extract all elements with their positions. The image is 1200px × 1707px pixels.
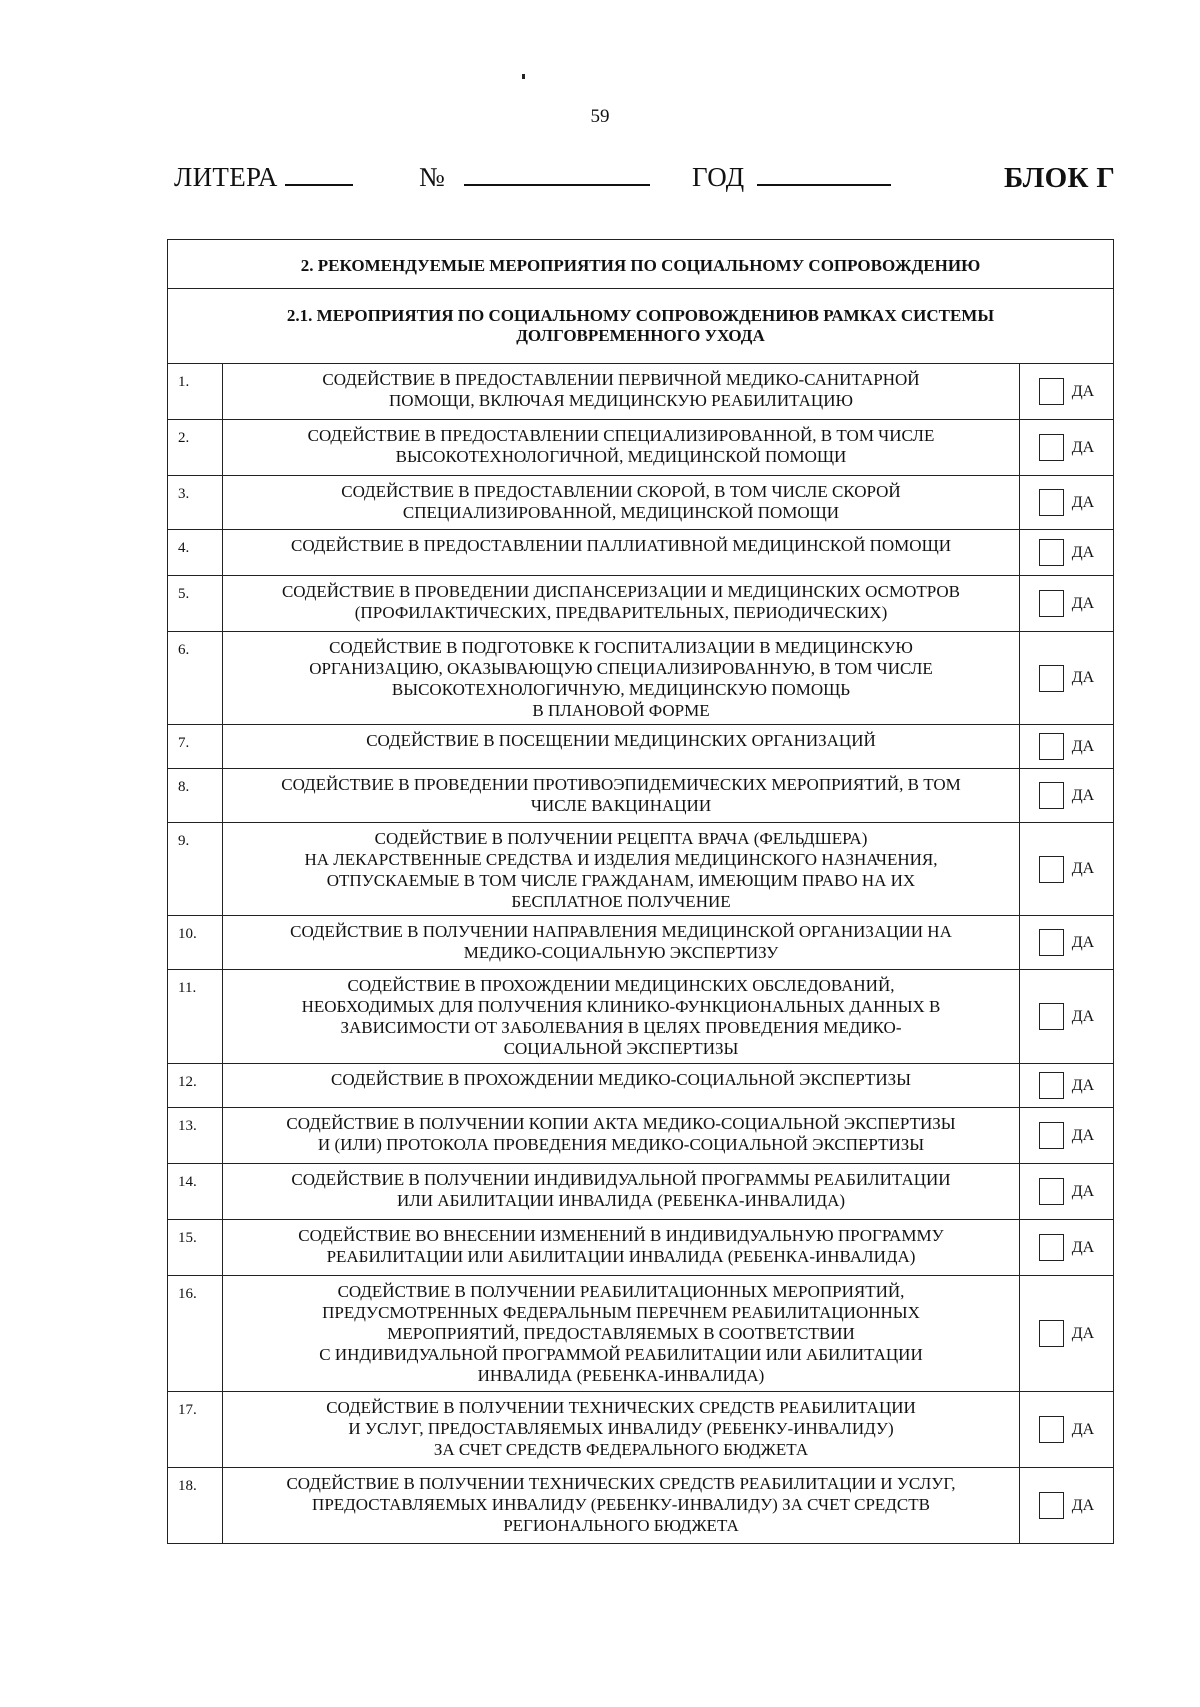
year-label: ГОД <box>692 162 745 192</box>
item-description-line: ЧИСЛЕ ВАКЦИНАЦИИ <box>530 796 712 815</box>
subsection-title: 2.1. МЕРОПРИЯТИЯ ПО СОЦИАЛЬНОМУ СОПРОВОЖДЕНИЮВ РАМКАХ СИСТЕМЫ ДОЛГОВРЕМЕННОГО УХОДА <box>168 289 1114 364</box>
item-number: 5. <box>168 576 223 632</box>
table-row <box>168 476 1114 530</box>
yes-label: ДА <box>1071 543 1095 561</box>
item-description-line: СОДЕЙСТВИЕ В ПОЛУЧЕНИИ ТЕХНИЧЕСКИХ СРЕДСТВ РЕАБИЛИТАЦИИ И УСЛУГ, <box>286 1474 956 1493</box>
yes-checkbox[interactable] <box>1039 489 1064 516</box>
item-description-line: СОДЕЙСТВИЕ В ПРЕДОСТАВЛЕНИИ ПАЛЛИАТИВНОЙ МЕДИЦИНСКОЙ ПОМОЩИ <box>290 536 951 555</box>
item-answer <box>1020 916 1114 970</box>
item-description-line: РЕАБИЛИТАЦИИ ИЛИ АБИЛИТАЦИИ ИНВАЛИДА (РЕБЕНКА-ИНВАЛИДА) <box>326 1247 916 1266</box>
item-description-line: СОДЕЙСТВИЕ В ПОЛУЧЕНИИ РЕЦЕПТА ВРАЧА (ФЕЛЬДШЕРА) <box>374 829 868 848</box>
yes-checkbox[interactable] <box>1039 782 1064 809</box>
item-number: 16. <box>168 1276 223 1392</box>
yes-checkbox[interactable] <box>1039 856 1064 883</box>
item-description-line: СОДЕЙСТВИЕ В ПРЕДОСТАВЛЕНИИ СКОРОЙ, В ТОМ ЧИСЛЕ СКОРОЙ <box>341 482 901 501</box>
item-answer <box>1020 725 1114 769</box>
item-description <box>223 970 1020 1064</box>
yes-option <box>1020 1072 1113 1099</box>
yes-checkbox[interactable] <box>1039 1003 1064 1030</box>
item-description-line: СОДЕЙСТВИЕ В ПРОВЕДЕНИИ ПРОТИВОЭПИДЕМИЧЕСКИХ МЕРОПРИЯТИЙ, В ТОМ <box>281 775 961 794</box>
table-row <box>168 916 1114 970</box>
yes-option <box>1020 1492 1113 1519</box>
yes-option <box>1020 1122 1113 1149</box>
yes-option <box>1020 1178 1113 1205</box>
number-label: № <box>419 162 446 192</box>
item-description-line: СОДЕЙСТВИЕ В ПОЛУЧЕНИИ ИНДИВИДУАЛЬНОЙ ПРОГРАММЫ РЕАБИЛИТАЦИИ <box>291 1170 951 1189</box>
item-description-line: ПРЕДУСМОТРЕННЫХ ФЕДЕРАЛЬНЫМ ПЕРЕЧНЕМ РЕАБИЛИТАЦИОННЫХ <box>322 1303 920 1322</box>
item-description <box>223 1468 1020 1544</box>
item-answer <box>1020 420 1114 476</box>
item-answer <box>1020 530 1114 576</box>
yes-label: ДА <box>1071 1420 1095 1438</box>
item-description <box>223 1064 1020 1108</box>
yes-label: ДА <box>1071 1126 1095 1144</box>
year-field <box>692 162 891 193</box>
item-description-line: ОРГАНИЗАЦИЮ, ОКАЗЫВАЮЩУЮ СПЕЦИАЛИЗИРОВАННУЮ, В ТОМ ЧИСЛЕ <box>309 659 933 678</box>
yes-option <box>1020 856 1113 883</box>
item-number: 6. <box>168 632 223 725</box>
item-description-line: СОДЕЙСТВИЕ В ПРОХОЖДЕНИИ МЕДИЦИНСКИХ ОБСЛЕДОВАНИЙ, <box>347 976 895 995</box>
item-answer <box>1020 576 1114 632</box>
item-description-line: НА ЛЕКАРСТВЕННЫЕ СРЕДСТВА И ИЗДЕЛИЯ МЕДИЦИНСКОГО НАЗНАЧЕНИЯ, <box>304 850 938 869</box>
item-description-line: СОДЕЙСТВИЕ В ПРОХОЖДЕНИИ МЕДИКО-СОЦИАЛЬНОЙ ЭКСПЕРТИЗЫ <box>331 1070 911 1089</box>
item-description-line: ИНВАЛИДА (РЕБЕНКА-ИНВАЛИДА) <box>477 1366 765 1385</box>
table-row <box>168 364 1114 420</box>
yes-label: ДА <box>1071 933 1095 951</box>
item-description <box>223 1108 1020 1164</box>
yes-label: ДА <box>1071 438 1095 456</box>
item-description-line: МЕРОПРИЯТИЙ, ПРЕДОСТАВЛЯЕМЫХ В СООТВЕТСТВИИ <box>387 1324 855 1343</box>
item-description-line: ИЛИ АБИЛИТАЦИИ ИНВАЛИДА (РЕБЕНКА-ИНВАЛИДА) <box>396 1191 846 1210</box>
number-field <box>419 162 650 193</box>
table-row <box>168 725 1114 769</box>
block-label: БЛОК Г <box>1004 162 1116 194</box>
item-answer <box>1020 1164 1114 1220</box>
table-row <box>168 823 1114 916</box>
yes-label: ДА <box>1071 737 1095 755</box>
item-description <box>223 576 1020 632</box>
table-row <box>168 420 1114 476</box>
item-description <box>223 364 1020 420</box>
item-description-line: РЕГИОНАЛЬНОГО БЮДЖЕТА <box>503 1516 739 1535</box>
item-description <box>223 1392 1020 1468</box>
item-answer <box>1020 1108 1114 1164</box>
yes-label: ДА <box>1071 1324 1095 1342</box>
page-number: 59 <box>590 106 610 127</box>
yes-checkbox[interactable] <box>1039 929 1064 956</box>
item-description-line: БЕСПЛАТНОЕ ПОЛУЧЕНИЕ <box>511 892 731 911</box>
item-number: 9. <box>168 823 223 916</box>
number-blank[interactable] <box>464 162 650 186</box>
item-description-line: СПЕЦИАЛИЗИРОВАННОЙ, МЕДИЦИНСКОЙ ПОМОЩИ <box>402 503 840 522</box>
item-number: 3. <box>168 476 223 530</box>
item-description <box>223 1220 1020 1276</box>
item-description-line: С ИНДИВИДУАЛЬНОЙ ПРОГРАММОЙ РЕАБИЛИТАЦИИ ИЛИ АБИЛИТАЦИИ <box>319 1345 923 1364</box>
item-description <box>223 769 1020 823</box>
item-description-line: СОЦИАЛЬНОЙ ЭКСПЕРТИЗЫ <box>503 1039 739 1058</box>
item-description-line: СОДЕЙСТВИЕ В ПРЕДОСТАВЛЕНИИ ПЕРВИЧНОЙ МЕДИКО-САНИТАРНОЙ <box>322 370 920 389</box>
item-answer <box>1020 769 1114 823</box>
yes-option <box>1020 1003 1113 1030</box>
table-row <box>168 1108 1114 1164</box>
table-row <box>168 769 1114 823</box>
item-description-line: СОДЕЙСТВИЕ В ПОЛУЧЕНИИ ТЕХНИЧЕСКИХ СРЕДСТВ РЕАБИЛИТАЦИИ <box>326 1398 916 1417</box>
table-row <box>168 1064 1114 1108</box>
item-number: 17. <box>168 1392 223 1468</box>
yes-option <box>1020 665 1113 692</box>
yes-option <box>1020 590 1113 617</box>
item-answer <box>1020 632 1114 725</box>
section-title: 2. РЕКОМЕНДУЕМЫЕ МЕРОПРИЯТИЯ ПО СОЦИАЛЬНОМУ СОПРОВОЖДЕНИЮ <box>168 240 1114 289</box>
scan-mark <box>522 74 525 79</box>
yes-label: ДА <box>1071 1238 1095 1256</box>
item-number: 13. <box>168 1108 223 1164</box>
yes-checkbox[interactable] <box>1039 1122 1064 1149</box>
table-row <box>168 1220 1114 1276</box>
item-description-line: (ПРОФИЛАКТИЧЕСКИХ, ПРЕДВАРИТЕЛЬНЫХ, ПЕРИОДИЧЕСКИХ) <box>354 603 888 622</box>
items-body <box>168 364 1114 1544</box>
item-answer <box>1020 1392 1114 1468</box>
yes-option <box>1020 434 1113 461</box>
table-row <box>168 530 1114 576</box>
item-description-line: СОДЕЙСТВИЕ В ПОСЕЩЕНИИ МЕДИЦИНСКИХ ОРГАНИЗАЦИЙ <box>366 731 876 750</box>
yes-option <box>1020 1234 1113 1261</box>
item-description-line: НЕОБХОДИМЫХ ДЛЯ ПОЛУЧЕНИЯ КЛИНИКО-ФУНКЦИОНАЛЬНЫХ ДАННЫХ В <box>301 997 941 1016</box>
subsection-title-row <box>168 289 1114 364</box>
litera-blank[interactable] <box>285 162 353 186</box>
item-number: 10. <box>168 916 223 970</box>
item-number: 8. <box>168 769 223 823</box>
item-answer <box>1020 1220 1114 1276</box>
yes-label: ДА <box>1071 1496 1095 1514</box>
item-description <box>223 632 1020 725</box>
litera-field <box>174 162 353 193</box>
yes-checkbox[interactable] <box>1039 378 1064 405</box>
table-row <box>168 1164 1114 1220</box>
yes-option <box>1020 1416 1113 1443</box>
litera-label: ЛИТЕРА <box>174 162 278 192</box>
item-description-line: И (ИЛИ) ПРОТОКОЛА ПРОВЕДЕНИЯ МЕДИКО-СОЦИАЛЬНОЙ ЭКСПЕРТИЗЫ <box>317 1135 925 1154</box>
measures-table <box>167 239 1114 1544</box>
table-row <box>168 1392 1114 1468</box>
item-description-line: МЕДИКО-СОЦИАЛЬНУЮ ЭКСПЕРТИЗУ <box>463 943 779 962</box>
item-description-line: СОДЕЙСТВИЕ ВО ВНЕСЕНИИ ИЗМЕНЕНИЙ В ИНДИВИДУАЛЬНУЮ ПРОГРАММУ <box>298 1226 944 1245</box>
item-answer <box>1020 1276 1114 1392</box>
year-blank[interactable] <box>757 162 891 186</box>
item-description <box>223 1164 1020 1220</box>
yes-checkbox[interactable] <box>1039 539 1064 566</box>
item-description-line: СОДЕЙСТВИЕ В ПРЕДОСТАВЛЕНИИ СПЕЦИАЛИЗИРОВАННОЙ, В ТОМ ЧИСЛЕ <box>307 426 935 445</box>
yes-label: ДА <box>1071 786 1095 804</box>
item-number: 12. <box>168 1064 223 1108</box>
item-description-line: ПРЕДОСТАВЛЯЕМЫХ ИНВАЛИДУ (РЕБЕНКУ-ИНВАЛИДУ) ЗА СЧЕТ СРЕДСТВ <box>312 1495 930 1514</box>
item-description <box>223 1276 1020 1392</box>
item-description-line: СОДЕЙСТВИЕ В ПОЛУЧЕНИИ РЕАБИЛИТАЦИОННЫХ МЕРОПРИЯТИЙ, <box>337 1282 905 1301</box>
item-answer <box>1020 970 1114 1064</box>
item-description-line: ВЫСОКОТЕХНОЛОГИЧНОЙ, МЕДИЦИНСКОЙ ПОМОЩИ <box>395 447 847 466</box>
yes-checkbox[interactable] <box>1039 1320 1064 1347</box>
item-description <box>223 916 1020 970</box>
yes-checkbox[interactable] <box>1039 434 1064 461</box>
item-description-line: СОДЕЙСТВИЕ В ПОДГОТОВКЕ К ГОСПИТАЛИЗАЦИИ В МЕДИЦИНСКУЮ <box>329 638 913 657</box>
item-description-line: ЗА СЧЕТ СРЕДСТВ ФЕДЕРАЛЬНОГО БЮДЖЕТА <box>433 1440 809 1459</box>
item-description-line: СОДЕЙСТВИЕ В ПРОВЕДЕНИИ ДИСПАНСЕРИЗАЦИИ И МЕДИЦИНСКИХ ОСМОТРОВ <box>281 582 961 601</box>
yes-option <box>1020 733 1113 760</box>
item-description <box>223 420 1020 476</box>
yes-option <box>1020 489 1113 516</box>
item-description-line: СОДЕЙСТВИЕ В ПОЛУЧЕНИИ НАПРАВЛЕНИЯ МЕДИЦИНСКОЙ ОРГАНИЗАЦИИ НА <box>290 922 952 941</box>
item-description <box>223 476 1020 530</box>
yes-label: ДА <box>1071 1007 1095 1025</box>
yes-label: ДА <box>1071 860 1095 877</box>
item-description-line: ЗАВИСИМОСТИ ОТ ЗАБОЛЕВАНИЯ В ЦЕЛЯХ ПРОВЕДЕНИЯ МЕДИКО- <box>340 1018 902 1037</box>
yes-checkbox[interactable] <box>1039 1072 1064 1099</box>
item-number: 18. <box>168 1468 223 1544</box>
table-row <box>168 632 1114 725</box>
item-answer <box>1020 1064 1114 1108</box>
yes-checkbox[interactable] <box>1039 665 1064 692</box>
yes-checkbox[interactable] <box>1039 1234 1064 1261</box>
yes-checkbox[interactable] <box>1039 590 1064 617</box>
yes-label: ДА <box>1071 1182 1095 1200</box>
yes-label: ДА <box>1071 382 1095 400</box>
yes-checkbox[interactable] <box>1039 733 1064 760</box>
table-row <box>168 1468 1114 1544</box>
item-description <box>223 823 1020 916</box>
yes-option <box>1020 782 1113 809</box>
yes-option <box>1020 539 1113 566</box>
yes-checkbox[interactable] <box>1039 1492 1064 1519</box>
item-answer <box>1020 1468 1114 1544</box>
item-answer <box>1020 823 1114 916</box>
item-number: 15. <box>168 1220 223 1276</box>
item-description-line: ОТПУСКАЕМЫЕ В ТОМ ЧИСЛЕ ГРАЖДАНАМ, ИМЕЮЩИМ ПРАВО НА ИХ <box>326 871 916 890</box>
item-description <box>223 530 1020 576</box>
section-title-row <box>168 240 1114 289</box>
item-description <box>223 725 1020 769</box>
yes-option <box>1020 378 1113 405</box>
item-answer <box>1020 364 1114 420</box>
item-number: 4. <box>168 530 223 576</box>
yes-checkbox[interactable] <box>1039 1416 1064 1443</box>
yes-label: ДА <box>1071 1076 1095 1094</box>
yes-option <box>1020 929 1113 956</box>
item-number: 14. <box>168 1164 223 1220</box>
item-description-line: ПОМОЩИ, ВКЛЮЧАЯ МЕДИЦИНСКУЮ РЕАБИЛИТАЦИЮ <box>389 391 853 410</box>
item-description-line: ВЫСОКОТЕХНОЛОГИЧНУЮ, МЕДИЦИНСКУЮ ПОМОЩЬ <box>391 680 851 699</box>
yes-label: ДА <box>1071 493 1095 511</box>
yes-label: ДА <box>1071 594 1095 612</box>
item-answer <box>1020 476 1114 530</box>
item-description-line: И УСЛУГ, ПРЕДОСТАВЛЯЕМЫХ ИНВАЛИДУ (РЕБЕНКУ-ИНВАЛИДУ) <box>348 1419 894 1438</box>
yes-option <box>1020 1320 1113 1347</box>
item-number: 7. <box>168 725 223 769</box>
yes-checkbox[interactable] <box>1039 1178 1064 1205</box>
item-number: 1. <box>168 364 223 420</box>
item-description-line: В ПЛАНОВОЙ ФОРМЕ <box>532 701 710 720</box>
item-number: 2. <box>168 420 223 476</box>
item-description-line: СОДЕЙСТВИЕ В ПОЛУЧЕНИИ КОПИИ АКТА МЕДИКО-СОЦИАЛЬНОЙ ЭКСПЕРТИЗЫ <box>286 1114 956 1133</box>
yes-label: ДА <box>1071 669 1095 686</box>
table-row <box>168 576 1114 632</box>
item-number: 11. <box>168 970 223 1064</box>
table-row <box>168 1276 1114 1392</box>
table-row <box>168 970 1114 1064</box>
